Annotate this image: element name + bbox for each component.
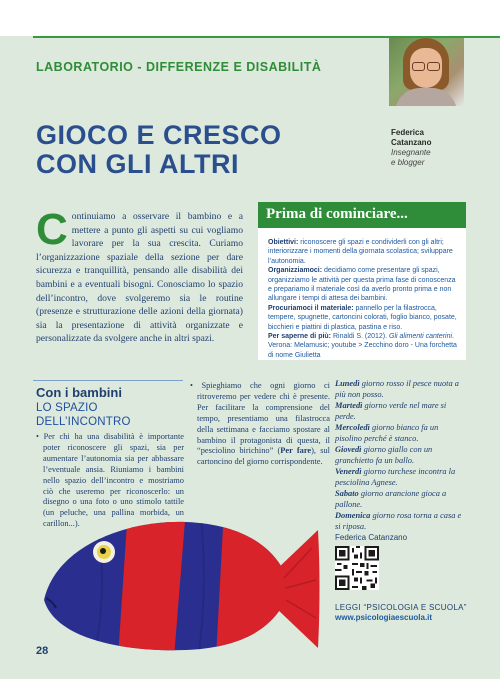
materials-text: pannello per la filastrocca, tempere, spugnette, cartoncini colorati, foglio bianco, posate, bicchieri e piattini di plastica, pastina e riso. [268, 304, 457, 331]
section-label [36, 60, 321, 74]
poem-day: Sabato [335, 489, 359, 498]
page-title [36, 121, 376, 179]
title-line-1: GIOCO E CRESCO [36, 120, 282, 150]
body-column-2 [190, 381, 330, 468]
poem-day: Mercoledì [335, 423, 370, 432]
bullet-2 [190, 381, 330, 468]
prerequisites-box [258, 202, 466, 360]
materials-label: Procuriamoci il materiale: [268, 304, 354, 312]
page-number: 28 [36, 645, 49, 657]
poem-verse: giorno turchese incontra la pesciolina Agnese. [335, 467, 456, 487]
author-photo [389, 38, 464, 106]
section-name: LABORATORIO [36, 60, 134, 74]
poem-day: Giovedì [335, 445, 362, 454]
poem-day: Venerdì [335, 467, 362, 476]
poem-line-2 [335, 400, 467, 422]
author-credit [391, 128, 431, 168]
organize-text: decidiamo come presentare gli spazi, organizziamo le attività per questa prima fase di conoscenza e prepariamo il materiale così da averlo pronto prima e non allungare i tempi di attesa dei bambini. [268, 267, 456, 303]
fish-craft-photo [36, 508, 321, 658]
more-book-title: Gli alimenti canterini [389, 333, 453, 341]
poem-verse: giorno rosa torna a casa e si riposa. [335, 511, 462, 531]
lead-text: ontinuiamo a osservare il bambino e a mettere a punto gli aspetti su cui vogliamo lavorare per la sua crescita. Curiamo l’organizzazione spaziale della sezione per dare sicurezza e tranquillità, pensando alle disabilità dei bambini e a eventuali bisogni. Conosciamo lo spazio dell’incontro, dove svolgeremo sia le routine (presenze e strutturazione delle azioni della giornata) sia la presentazione di attività organizzate e personalizzate da svolgere anche in altri spazi. [36, 211, 243, 345]
author-first-name: Federica [391, 128, 424, 137]
bullet-2-part-a: • Spieghiamo che ogni giorno ci ritroveremo per vedere chi è presente. Per facilitare la comprensione del tempo, presentiamo una filastrocca della settimana e facciamo spostare al bambino il protagonista di questa, il “pesciolino birichino” ( [190, 381, 330, 456]
box-body [268, 238, 460, 360]
top-margin [0, 0, 500, 36]
poem-line-6 [335, 488, 467, 510]
author-last-name: Catanzano [391, 138, 432, 147]
lead-paragraph [36, 205, 243, 346]
poem-day: Lunedì [335, 379, 360, 388]
section-rule [33, 380, 183, 381]
poem-line-1 [335, 378, 467, 400]
children-subheading: LO SPAZIO DELL’INCONTRO [36, 402, 131, 428]
bullet-2-ref: Per fare [280, 446, 312, 456]
section-topic: DIFFERENZE E DISABILITÀ [146, 60, 322, 74]
poem-line-5 [335, 466, 467, 488]
poem-day: Martedì [335, 401, 363, 410]
poem-verse: giorno rosso il pesce nuota a più non posso. [335, 379, 459, 399]
poem-line-7 [335, 510, 467, 532]
poem-verse: giorno bianco fa un pisolino perché è stanco. [335, 423, 439, 443]
website-link[interactable]: www.psicologiaescuola.it [335, 613, 433, 622]
objectives-label: Obiettivi: [268, 239, 299, 246]
bullet-1: • Per chi ha una disabilità è importante poter riconoscere gli spazi, sia per aumentare l’autonomia sia per abbassare l’eventuale ansia. Riuniamo i bambini nello spazio dell’incontro e mostriamo ciò che useremo per riconoscerlo: un disegno o una foto o uno stimolo tattile (un peluche, una pallina morbida, un carillon...). [36, 432, 184, 529]
poem-line-3 [335, 422, 467, 444]
poem-verse: giorno giallo con un granchietto fa un ballo. [335, 445, 433, 465]
qr-code[interactable] [335, 546, 379, 590]
more-text-a: Rinaldi S. (2012). [331, 333, 390, 341]
poem-line-4 [335, 444, 467, 466]
poem-verse: giorno verde nel mare si perde. [335, 401, 447, 421]
author-role-2: e blogger [391, 158, 425, 167]
bullet-2-part-c: ), sul cartoncino del giorno corrispondente. [197, 446, 330, 467]
author-role-1: Insegnante [391, 148, 431, 157]
title-line-2: CON GLI ALTRI [36, 149, 239, 179]
box-header [258, 202, 466, 228]
poem-verse: giorno arancione gioca a pallone. [335, 489, 447, 509]
section-separator: - [133, 60, 147, 74]
poem-day: Domenica [335, 511, 371, 520]
organize-label: Organizziamoci: [268, 267, 323, 275]
more-text-b: . Verona: Melamusic; youtube > Zecchino doro - Una forchetta di nome Giulietta [268, 333, 457, 359]
more-label: Per saperne di più: [268, 333, 332, 341]
children-heading: Con i bambini [36, 385, 122, 400]
poem-signature: Federica Catanzano [335, 533, 408, 542]
objectives-text: riconoscere gli spazi e condividerli con gli altri; interiorizzare i momenti della giornata scolastica; sviluppare l’autonomia. [268, 239, 453, 265]
drop-cap: C [36, 205, 68, 254]
box-title: Prima di cominciare... [266, 206, 408, 222]
read-more-label: LEGGI “PSICOLOGIA E SCUOLA” [335, 603, 467, 612]
poem [335, 378, 467, 543]
